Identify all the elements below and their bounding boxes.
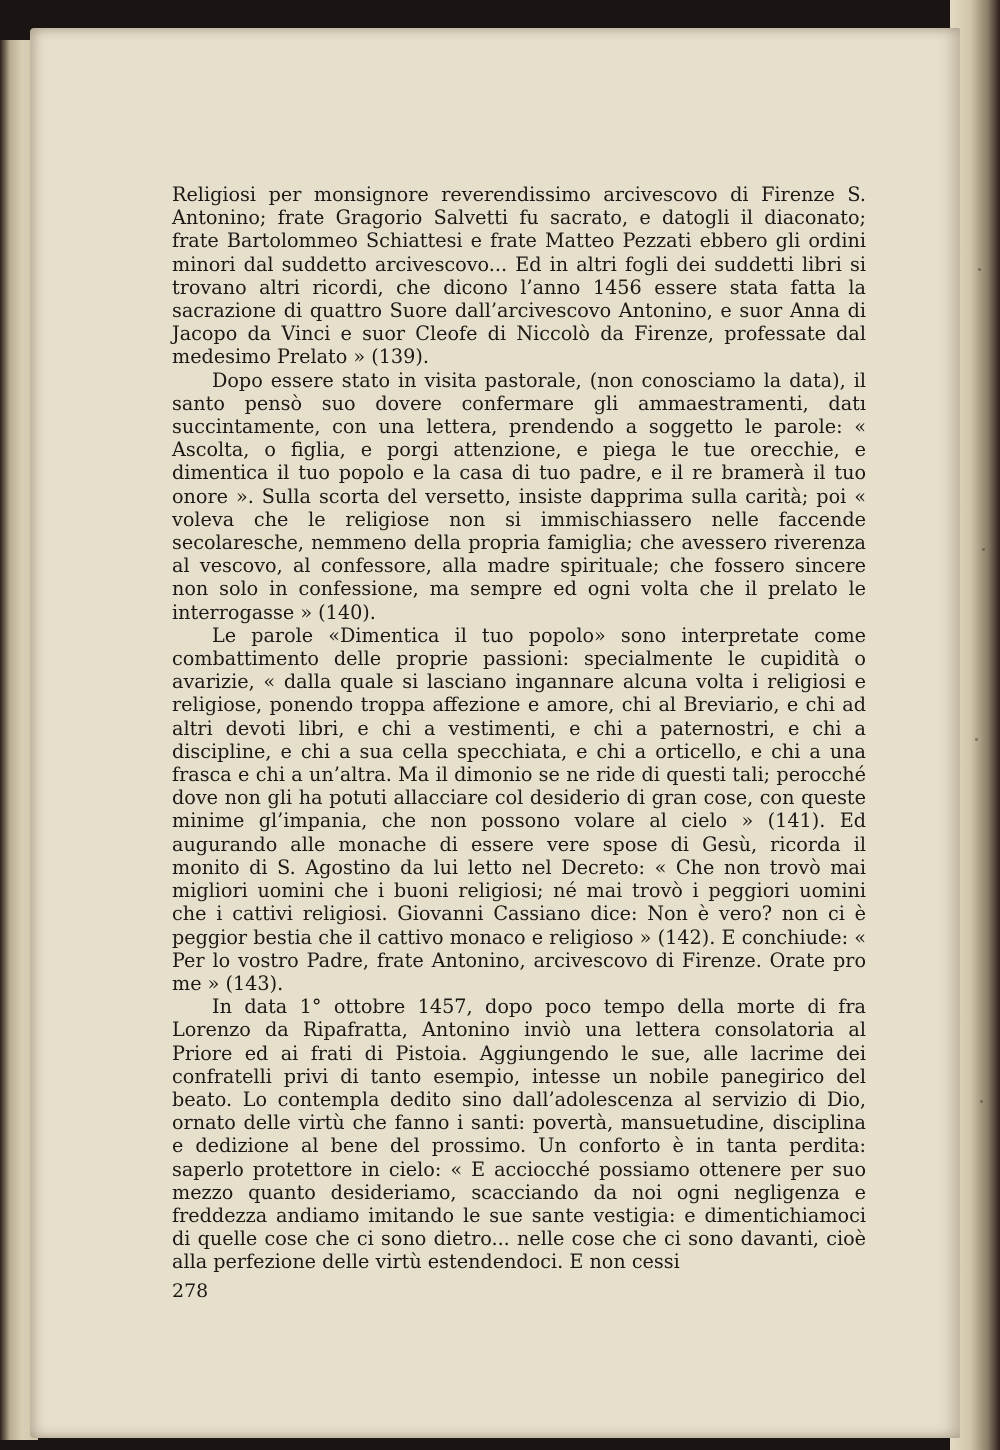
body-text [172, 183, 866, 1274]
paragraph-4: In data 1° ottobre 1457, dopo poco tempo della morte di fra Lorenzo da Ripafratta, Antonino inviò una lettera consolatoria al Priore ed ai frati di Pistoia. Aggiungendo le sue, alle lacrime dei confratelli privi di tanto esempio, intesse un nobile panegirico del beato. Lo contempla dedito sino dall’adolescenza al servizio di Dio, ornato delle virtù che fanno i santi: povertà, mansuetudine, disciplina e dedizione al bene del prossimo. Un conforto è in tanta perdita: saperlo protettore in cielo: « E acciocché possiamo ottenere per suo mezzo quanto desideriamo, scacciando da noi ogni negligenza e freddezza andiamo imitando le sue sante vestigia: e dimentichiamoci di quelle cose che ci sono dietro... nelle cose che ci sono davanti, cioè alla perfezione delle virtù estendendoci. E non cessi [172, 995, 866, 1274]
paragraph-1: Religiosi per monsignore reverendissimo arcivescovo di Firenze S. Antonino; frate Gragorio Salvetti fu sacrato, e datogli il diaconato; frate Bartolommeo Schiattesi e frate Matteo Pezzati ebbero gli ordini minori dal suddetto arcivescovo... Ed in altri fogli dei suddetti libri si trovano altri ricordi, che dicono l’anno 1456 essere stata fatta la sacrazione di quattro Suore dall’arcivescovo Antonino, e suor Anna di Jacopo da Vinci e suor Cleofe di Niccolò da Firenze, professate dal medesimo Prelato » (139). [172, 183, 866, 369]
margin-speck [978, 268, 981, 271]
margin-speck [980, 1100, 983, 1103]
paragraph-3: Le parole «Dimentica il tuo popolo» sono interpretate come combattimento delle proprie passioni: specialmente le cupidità o avarizie, « dalla quale si lasciano ingannare alcuna volta i religiosi e religiose, ponendo troppa affezione e amore, chi al Breviario, e chi ad altri devoti libri, e chi a vestimenti, e chi a paternostri, e chi a discipline, e chi a sua cella specchiata, e chi a orticello, e chi a una frasca e chi a un’altra. Ma il dimonio se ne ride di questi tali; perocché dove non gli ha potuti allacciare col desiderio di gran cose, con queste minime gl’impania, che non possono volare al cielo » (141). Ed augurando alle monache di essere vere spose di Gesù, ricorda il monito di S. Agostino da lui letto nel Decreto: « Che non trovò mai migliori uomini che i buoni religiosi; né mai trovò i peggiori uomini che i cattivi religiosi. Giovanni Cassiano dice: Non è vero? non ci è peggior bestia che il cattivo monaco e religioso » (142). E conchiude: « Per lo vostro Padre, frate Antonino, arcivescovo di Firenze. Orate pro me » (143). [172, 623, 866, 995]
page-number: 278 [172, 1280, 209, 1302]
margin-speck [975, 738, 978, 741]
margin-speck [982, 548, 985, 551]
paragraph-2: Dopo essere stato in visita pastorale, (non conosciamo la data), il santo pensò suo dovere confermare gli ammaestramenti, datı succintamente, con una lettera, prendendo a soggetto le parole: « Ascolta, o figlia, e porgi attenzione, e piega le tue orecchie, e dimentica il tuo popolo e la casa di tuo padre, e il re bramerà il tuo onore ». Sulla scorta del versetto, insiste dapprima sulla carità; poi « voleva che le religiose non si immischiassero nelle faccende secolaresche, nemmeno della propria famiglia; che avessero riverenza al vescovo, al confessore, alla madre spirituale; che fossero sincere non solo in confessione, ma sempre ed ogni volta che il prelato le interrogasse » (140). [172, 368, 866, 624]
